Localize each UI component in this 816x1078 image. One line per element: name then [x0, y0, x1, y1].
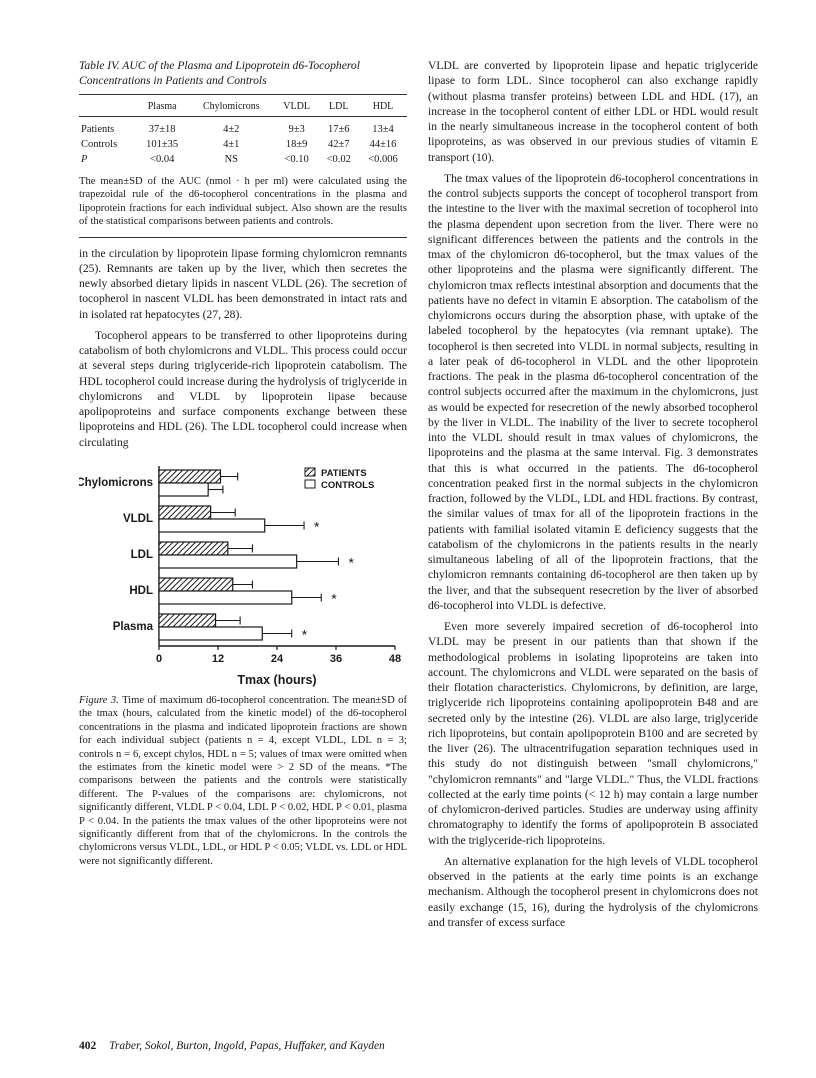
- table-cell: <0.04: [150, 154, 175, 165]
- table-cell: <0.02: [326, 154, 351, 165]
- table-cell: 13±4: [372, 124, 394, 135]
- table-cell: <0.10: [284, 154, 309, 165]
- body-paragraph: The tmax values of the lipoprotein d6-tocopherol concentrations in the control subjects supports the concept of tocopherol transport from the intestine to the liver with the maximal secretion of tocopherol into the plasma dependent upon secretion from the liver. There were no significant differences between the patients and the controls in the tmax of the chylomicron d6-tocopherol, but the tmax values of the other lipoproteins and the plasma were significantly different. The chylomicron tmax reflects intestinal absorption and documents that the patients have no defect in vitamin E absorption. The catabolism of the chylomicrons occurs during the absorption phase, with uptake of the labeled tocopherol by the hepatocytes (via remnant uptake). The tocopherol is then secreted into VLDL in normal subjects, resulting in a later peak of d6-tocopherol in VLDL and the other lipoprotein fractions. The peak in the plasma d6-tocopherol concentration of the control subjects occurred after the maximum in the chylomicrons, just as would be expected for resecretion of the newly absorbed tocopherol by the liver in VLDL. The inability of the liver to secrete tocopherol into the VLDL should result in tmax values of chylomicrons, the lipoproteins and the plasma at the same interval. Fig. 3 demonstrates that this is what occurred in the patients. The d6-tocopherol concentration peaked first in the normal subjects in the chylomicron fraction, followed by the VLDL, LDL and HDL fractions. By contrast, the similar values of tmax for all of the lipoprotein fractions in the patients with familial isolated vitamin E deficiency suggests that the catabolism of the chylomicrons in the patients results in the nearly simultaneous labeling of all of the lipoprotein fractions, that the chylomicron remnants containing d6-tocopherol are then taken up by the liver, and that the subsequent resecretion by the liver of absorbed d6-tocopherol into VLDL is defective.: [428, 171, 758, 612]
- table-cell: 101±35: [146, 139, 179, 150]
- table-cell: 9±3: [288, 124, 305, 135]
- bar-patients: [159, 470, 220, 483]
- figure-caption: [79, 694, 407, 868]
- x-tick-label: 24: [270, 652, 284, 665]
- bar-patients: [159, 614, 216, 627]
- chart-svg: [79, 460, 407, 690]
- data-table: [79, 94, 407, 167]
- right-column: [428, 58, 758, 936]
- body-paragraph: Tocopherol appears to be transferred to other lipoproteins during catabolism of both chylomicrons and VLDL. This process could occur at several steps during triglyceride-rich lipoprotein catabolism. The HDL tocopherol could increase during the hydrolysis of triglyceride in chylomicrons and VLDL by lipoprotein lipase because apolipoproteins and surface components exchange between these lipoproteins and HDL (26). The LDL tocopherol could increase when circulating: [79, 328, 407, 449]
- table-header-row: [79, 95, 407, 117]
- figure-3-chart: [79, 460, 407, 690]
- x-tick-label: 12: [211, 652, 225, 665]
- footer-authors: Traber, Sokol, Burton, Ingold, Papas, Huffaker, and Kayden: [109, 1040, 385, 1052]
- significance-marker: *: [348, 554, 354, 571]
- table-header-cell: HDL: [372, 101, 394, 112]
- bar-patients: [159, 578, 233, 591]
- x-tick-label: 48: [388, 652, 402, 665]
- table-row: [79, 152, 407, 167]
- significance-marker: *: [314, 518, 320, 535]
- category-label: HDL: [129, 584, 153, 597]
- body-paragraph: in the circulation by lipoprotein lipase forming chylomicron remnants (25). Remnants are taken up by the liver, which then secretes the newly absorbed dietary lipids in nascent VLDL (26). The secretion of tocopherol in nascent VLDL has been demonstrated in intact rats and in isolated rat hepatocytes (27, 28).: [79, 246, 407, 321]
- bar-controls: [159, 483, 208, 496]
- category-label: LDL: [130, 548, 153, 561]
- bar-controls: [159, 627, 262, 640]
- bar-controls: [159, 519, 265, 532]
- table-cell: 37±18: [148, 124, 176, 135]
- table-cell: Patients: [81, 124, 115, 135]
- category-label: Chylomicrons: [79, 476, 153, 489]
- significance-marker: *: [301, 626, 308, 643]
- table-row: [79, 117, 407, 138]
- table-cell: 4±1: [223, 139, 240, 150]
- table-cell: <0.006: [368, 154, 398, 165]
- table-header-cell: Plasma: [147, 101, 177, 112]
- page-footer: [79, 1040, 385, 1052]
- table-header-cell: [79, 95, 136, 117]
- bar-controls: [159, 591, 292, 604]
- table-cell: 18±9: [285, 139, 308, 150]
- table-cell: 44±16: [369, 139, 397, 150]
- legend-label: CONTROLS: [321, 479, 375, 491]
- table-cell: 42±7: [328, 139, 350, 150]
- figure-caption-label: Figure 3.: [79, 694, 119, 706]
- bar-patients: [159, 542, 228, 555]
- page-number: 402: [79, 1040, 97, 1052]
- category-label: Plasma: [112, 620, 153, 633]
- significance-marker: *: [331, 590, 337, 607]
- table-cell: 17±6: [328, 124, 350, 135]
- legend-swatch: [305, 480, 315, 488]
- table-cell: 4±2: [223, 124, 240, 135]
- x-axis-label: Tmax (hours): [237, 672, 317, 687]
- bar-patients: [159, 506, 211, 519]
- table-title: Table IV. AUC of the Plasma and Lipoprotein d6-Tocopherol Concentrations in Patients and Controls: [79, 59, 360, 87]
- body-paragraph: Even more severely impaired secretion of d6-tocopherol into VLDL may be present in our patients than that shown if the methodological problems in isolating lipoproteins are taken into account. The chylomicrons and VLDL were separated on the basis of their flotation characteristics. Chylomicrons, by definition, are large, triglyceride rich lipoproteins containing apolipoprotein B48 and are secreted only by the intestine (26). VLDL are also large, triglyceride rich lipoproteins, but contain apolipoprotein B100 and are secreted by the liver (26). The ultracentrifugation separation techniques used in this study do not distinguish between "small chylomicrons," "chylomicron remnants" and "large VLDL." Thus, the VLDL fractions collected at the early time points (< 12 h) may contain a large number of chylomicron-derived particles. Studies are underway using affinity chromatography to identify the forms of apolipoprotein B associated with the triglyceride-rich lipoproteins.: [428, 620, 758, 847]
- table-header-cell: LDL: [329, 101, 349, 112]
- x-tick-label: 0: [155, 652, 163, 665]
- bar-controls: [159, 555, 297, 568]
- legend-label: PATIENTS: [321, 467, 367, 479]
- table-header-cell: Chylomicrons: [202, 101, 260, 112]
- table-cell: Controls: [81, 139, 118, 150]
- table-row: [79, 137, 407, 152]
- table-note: The mean±SD of the AUC (nmol · h per ml) were calculated using the trapezoidal rule of the d6-tocopherol concentrations in the plasma and lipoprotein fractions for each individual subject. Also shown are the results of the statistical comparisons between patients and controls.: [79, 175, 407, 238]
- left-column: [79, 58, 407, 868]
- table-header-cell: VLDL: [283, 101, 310, 112]
- table-cell: NS: [224, 154, 239, 165]
- category-label: VLDL: [122, 512, 153, 525]
- table-cell: P: [81, 154, 88, 165]
- body-paragraph: An alternative explanation for the high levels of VLDL tocopherol observed in the patients at the early time points is an exchange mechanism. Although the tocopherol present in chylomicrons does not easily exchange (15, 16), during the hydrolysis of the chylomicrons and transfer of excess surface: [428, 854, 758, 929]
- x-tick-label: 36: [329, 652, 343, 665]
- figure-caption-text: Time of maximum d6-tocopherol concentration. The mean±SD of the tmax (hours, calculated from the kinetic model) of the d6-tocopherol concentrations in the plasma and indicated lipoprotein fractions are shown for each individual subject (patients n = 4, except VLDL, LDL n = 3; controls n = 6, except chylos, HDL n = 5; values of tmax were omitted when the estimates from the kinetic model were > 2 SD of the means. *The comparisons between the patients and the controls were statistically different. The P-values of the comparisons are: chylomicrons, not significantly different, VLDL P < 0.04, LDL P < 0.02, HDL P < 0.01, plasma P < 0.04. In the patients the tmax values of the other lipoproteins were not significantly different from that of the chylomicrons. In the controls the chylomicrons versus VLDL, LDL, or HDL P < 0.05; VLDL vs. LDL or HDL were not significantly different.: [79, 694, 407, 867]
- legend-swatch: [305, 468, 315, 476]
- body-paragraph: VLDL are converted by lipoprotein lipase and hepatic triglyceride lipase to form LDL. Since tocopherol can also exchange rapidly (without plasma transfer proteins) between LDL and HDL (17), an increase in the tocopherol content of either LDL or HDL would result in the nearly simultaneous increase in the tocopherol content of both lipoproteins, as was observed in our previous studies of vitamin E transport (10).: [428, 59, 758, 164]
